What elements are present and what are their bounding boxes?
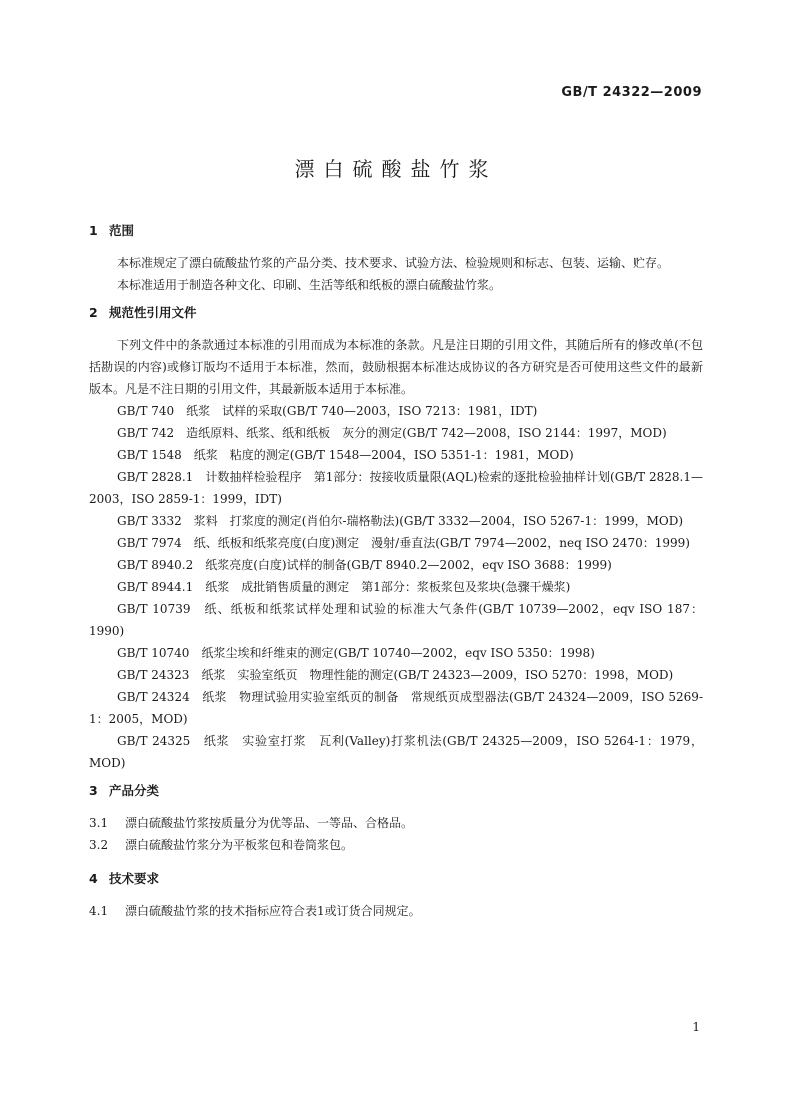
section-title: 范围: [109, 223, 135, 238]
section-title: 技术要求: [109, 871, 160, 886]
clause-number: 4.1: [89, 904, 109, 918]
section-number: 4: [89, 871, 98, 886]
section-heading-normative-references: [89, 302, 703, 324]
section-number: 1: [89, 223, 98, 238]
reference-item: GB/T 10739 纸、纸板和纸浆试样处理和试验的标准大气条件(GB/T 10739—2002，eqv ISO 187：1990): [89, 602, 703, 638]
paragraph: 本标准规定了漂白硫酸盐竹浆的产品分类、技术要求、试验方法、检验规则和标志、包装、运输、贮存。: [117, 256, 670, 270]
document-title: 漂白硫酸盐竹浆: [294, 157, 498, 181]
document-body: [89, 220, 703, 922]
clause-number: 3.2: [89, 838, 109, 852]
standard-number: GB/T 24322—2009: [561, 85, 702, 100]
section-title: 产品分类: [109, 783, 160, 798]
clause: [89, 834, 703, 856]
reference-item: GB/T 740 纸浆 试样的采取(GB/T 740—2003，ISO 7213：1981，IDT): [117, 404, 538, 418]
clause-number: 3.1: [89, 816, 109, 830]
reference-item: GB/T 10740 纸浆尘埃和纤维束的测定(GB/T 10740—2002，eqv ISO 5350：1998): [117, 646, 595, 660]
clause: [89, 900, 703, 922]
clause-text: 漂白硫酸盐竹浆按质量分为优等品、一等品、合格品。: [125, 816, 414, 830]
reference-item: GB/T 742 造纸原料、纸浆、纸和纸板 灰分的测定(GB/T 742—2008，ISO 2144：1997，MOD): [117, 426, 667, 440]
reference-item: GB/T 3332 浆料 打浆度的测定(肖伯尔-瑞格勒法)(GB/T 3332—2004，ISO 5267-1：1999，MOD): [117, 514, 684, 528]
section-heading-product-classification: [89, 780, 703, 802]
reference-item: GB/T 1548 纸浆 粘度的测定(GB/T 1548—2004，ISO 5351-1：1981，MOD): [117, 448, 574, 462]
clause-text: 漂白硫酸盐竹浆分为平板浆包和卷筒浆包。: [125, 838, 354, 852]
reference-item: GB/T 24324 纸浆 物理试验用实验室纸页的制备 常规纸页成型器法(GB/T 24324—2009，ISO 5269-1：2005，MOD): [89, 690, 703, 726]
section-heading-scope: [89, 220, 703, 242]
section-heading-technical-requirements: [89, 868, 703, 890]
clause: [89, 812, 703, 834]
reference-item: GB/T 2828.1 计数抽样检验程序 第1部分：按接收质量限(AQL)检索的逐批检验抽样计划(GB/T 2828.1—2003，ISO 2859-1：1999，IDT): [89, 470, 703, 506]
paragraph: 下列文件中的条款通过本标准的引用而成为本标准的条款。凡是注日期的引用文件，其随后所有的修改单(不包括勘误的内容)或修订版均不适用于本标准，然而，鼓励根据本标准达成协议的各方研究是否可使用这些文件的最新版本。凡是不注日期的引用文件，其最新版本适用于本标准。: [89, 338, 703, 396]
page-number: 1: [692, 1020, 700, 1034]
reference-item: GB/T 24323 纸浆 实验室纸页 物理性能的测定(GB/T 24323—2009，ISO 5270：1998，MOD): [117, 668, 674, 682]
reference-item: GB/T 24325 纸浆 实验室打浆 瓦利(Valley)打浆机法(GB/T 24325—2009，ISO 5264-1：1979，MOD): [89, 734, 703, 770]
reference-item: GB/T 8944.1 纸浆 成批销售质量的测定 第1部分：浆板浆包及浆块(急骤干燥浆): [117, 580, 571, 594]
paragraph: 本标准适用于制造各种文化、印刷、生活等纸和纸板的漂白硫酸盐竹浆。: [117, 278, 502, 292]
reference-item: GB/T 8940.2 纸浆亮度(白度)试样的制备(GB/T 8940.2—2002，eqv ISO 3688：1999): [117, 558, 612, 572]
clause-text: 漂白硫酸盐竹浆的技术指标应符合表1或订货合同规定。: [125, 904, 421, 918]
section-number: 3: [89, 783, 98, 798]
section-title: 规范性引用文件: [109, 305, 197, 320]
section-number: 2: [89, 305, 98, 320]
reference-item: GB/T 7974 纸、纸板和纸浆亮度(白度)测定 漫射/垂直法(GB/T 7974—2002，neq ISO 2470：1999): [117, 536, 690, 550]
